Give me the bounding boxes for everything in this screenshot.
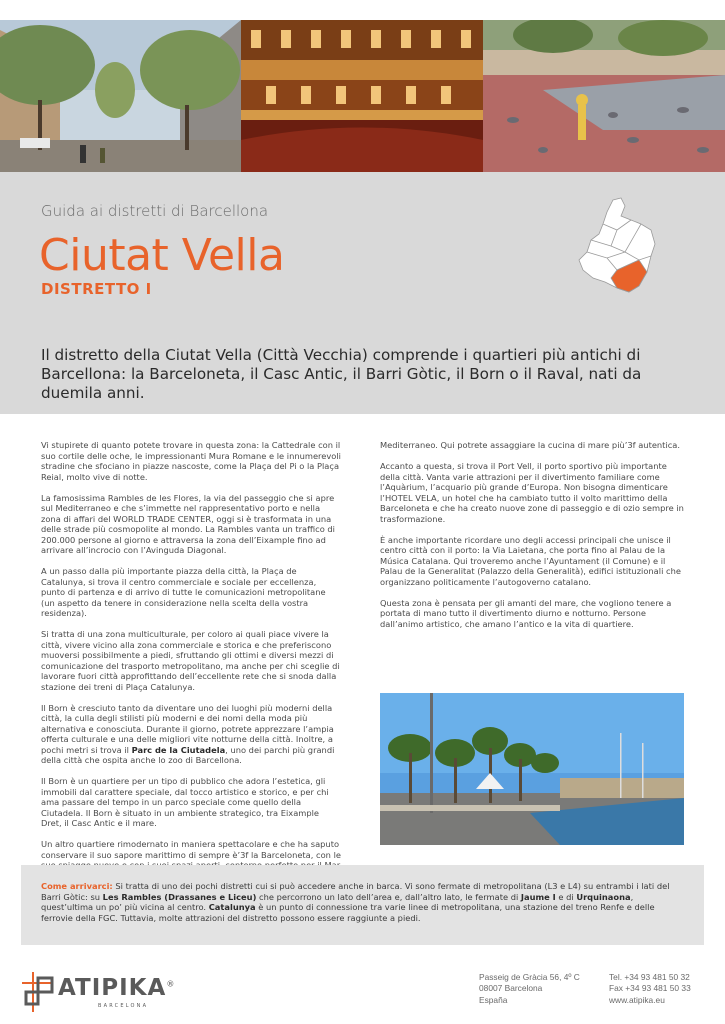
website-link[interactable]: www.atipika.eu xyxy=(609,994,665,1005)
paragraph: Accanto a questa, si trova il Port Vell, il porto sportivo più importante della città. Vanta varie attrazioni per il divertimento familiare come l’Aquàrium, l’acquario più grande d’Europa. Non bisogna dimenticare l’HOTEL VELA, un hotel che ha cambiato tutto il volto marittimo della Barceloneta e che ha creato nuove zone di passeggio e di ozio sempre in trasformazione. xyxy=(380,461,684,524)
metro-stop: Les Rambles (Drassanes e Liceu) xyxy=(102,891,257,902)
header-band xyxy=(0,172,725,414)
logo-subtitle: BARCELONA xyxy=(98,1003,149,1009)
page-title: Ciutat Vella xyxy=(39,230,285,281)
paragraph: Questa zona è pensata per gli amanti del mare, che vogliono tenere a portata di mano tutto il divertimento diurno e notturno. Persone dall’animo artistico, che amano l’antico e la vita di quartiere. xyxy=(380,597,672,629)
guide-label: Guida ai distretti di Barcellona xyxy=(41,202,269,220)
logo-wordmark: ATIPIKA® xyxy=(58,975,176,1001)
photo-square xyxy=(483,20,725,172)
phone: Tel. +34 93 481 50 32 xyxy=(609,972,690,982)
paragraph: È anche importante ricordare uno degli accessi principali che unisce il centro città con il porto: la Via Laietana, che porta fino al Palau de la Música Catalana. Qui troveremo anche l’Ayuntament (il Comune) e il Palau de la Generalitat (Palazzo della Generalità), edifici istituzionali che organizzano politicamente l’autogoverno catalano. xyxy=(380,534,681,587)
paragraph: A un passo dalla più importante piazza della città, la Plaça de Catalunya, si trova il centro commerciale e sociale per eccellenza, punto di partenza e di arrivo di tutte le comunicazioni metropolitane (un aspetto da tenere in considerazione nella scelta della vostra residenza). xyxy=(41,566,326,618)
photo-theatre xyxy=(241,20,483,172)
how-to-get-there-label: Come arrivarci: xyxy=(41,881,113,891)
metro-stop: Jaume I xyxy=(520,891,556,902)
photo-rambla xyxy=(0,20,241,172)
metro-stop: Urquinaona xyxy=(576,891,631,902)
paragraph: Un altro quartiere rimodernato in maniera spettacolare e che ha saputo conservare il suo sapore marittimo di sempre è’3f la Barceloneta, con le xyxy=(41,839,341,860)
how-to-get-there-box: Come arrivarci: Si tratta di uno dei pochi distretti cui si può accedere anche in barca. Vi sono fermate di metropolitana (L3 e L4) su entrambi i lati del Barri Gòtic: su Les Rambles (Drassanes e Liceu) che percorrono un lato dell’area e, dall’altro lato, le fermate di Jaume I e di Urquinaona, quest’ultima un po’ più vicina al centro. Catalunya è un punto di connessione tra varie linee di metropolitana, una stazione del treno Renfe e delle ferrovie della FGC. Tuttavia, molte attrazioni del distretto possono essere raggiunte a piedi. xyxy=(21,865,704,945)
photo-port-vell xyxy=(380,693,684,845)
paragraph: Il Born è un quartiere per un tipo di pubblico che adora l’estetica, gli immobili dal carattere speciale, dal tocco artistico e storico, e per chi ama passare del tempo in un parco speciale come quello della Ciutadela. Il Born è situato in un ambiente strategico, tra Eixample Dret, il Casc Antic e il mare. xyxy=(41,776,329,828)
district-map-icon xyxy=(577,194,657,296)
right-column xyxy=(380,440,684,640)
district-subtitle: DISTRETTO I xyxy=(41,280,152,298)
fax: Fax +34 93 481 50 33 xyxy=(609,983,691,994)
metro-stop: Catalunya xyxy=(208,902,256,913)
left-column xyxy=(41,440,341,881)
paragraph: Mediterraneo. Qui potrete assaggiare la cucina di mare più’3f autentica. xyxy=(380,440,681,450)
company-address: Passeig de Gràcia 56, 4º C 08007 Barcelona España xyxy=(479,972,580,1005)
parc-ciutadela-highlight: Parc de la Ciutadela xyxy=(131,744,226,755)
company-contact xyxy=(609,972,691,1006)
paragraph: Vi stupirete di quanto potete trovare in questa zona: la Cattedrale con il suo cortile delle oche, le impressionanti Mura Romane e le innumerevoli stradine che sfociano in piazze nascoste, come la Plaça del Pi o la Plaça Reial, molto vive di notte. xyxy=(41,440,341,482)
paragraph: Si tratta di una zona multiculturale, per coloro ai quali piace vivere la città, vivere vicino alla zona commerciale e storica e che preferiscono muoversi possibilmente a piedi, sfruttando gli ottimi e diversi mezzi di comunicazione del trasporto metropolitano, ma anche per chi sceglie di lavorare fuori città approfittando dell’eccellente rete che si snoda dalla stazione dei treni di Plaça Catalunya. xyxy=(41,629,340,692)
paragraph: La famosissima Rambles de les Flores, la via del passeggio che si apre sul Mediterraneo e che s’immette nel rappresentativo porto e nella zona di affari del WORLD TRADE CENTER, oggi si è trasformata in una delle strade più cosmopolite al mondo. La Rambles vanta un traffico di 200.000 persone al giorno e attraversa la zona dell’Eixample fino ad arrivare all’incrocio con l’Avinguda Diagonal. xyxy=(41,492,335,555)
intro-text: Il distretto della Ciutat Vella (Città Vecchia) comprende i quartieri più antichi di Barcellona: la Barceloneta, il Casc Antic, il Barri Gòtic, il Born o il Raval, nati da duemila anni. xyxy=(41,346,642,402)
header-photos xyxy=(0,20,725,172)
paragraph-born: Il Born è cresciuto tanto da diventare uno dei luoghi più moderni della città, la culla degli stilisti più moderni e dei nomi della moda più alternativa e conosciuta. Durante il giorno, potrete apprezzare l’ampia offerta culturale e una delle migliori vite notturne della città. Inoltre, a pochi metri si trova il Parc de la Ciutadela, uno dei parchi più grandi della città che ospita anche lo zoo di Barcellona. xyxy=(41,702,335,765)
